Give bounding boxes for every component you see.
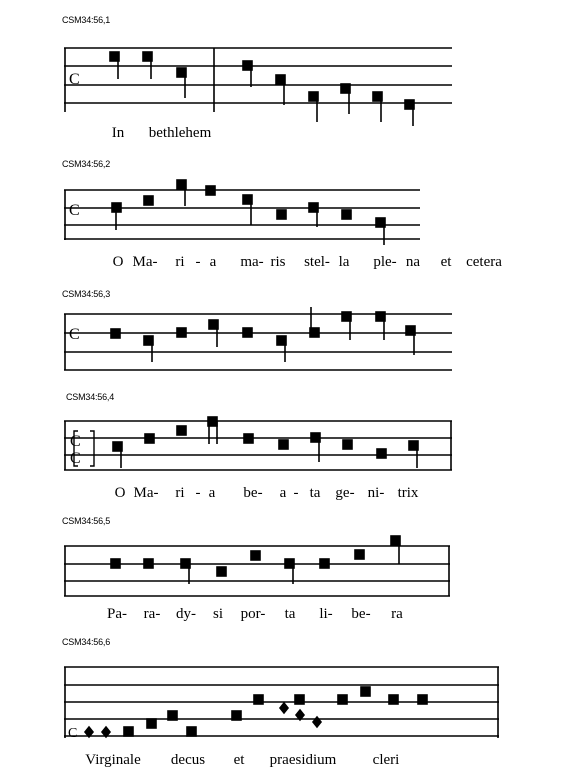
note <box>418 695 427 704</box>
note <box>232 711 241 720</box>
lyric-syllable: a <box>209 254 217 270</box>
note <box>168 711 177 720</box>
lyric-syllable: bethlehem <box>148 125 212 141</box>
lyric-syllable: Ma- <box>132 254 158 270</box>
lyric-syllable: - <box>195 254 201 270</box>
lyric-syllable: dy- <box>176 606 196 622</box>
lyric-syllable: stel- <box>304 254 330 270</box>
lyric-syllable: la <box>338 254 350 270</box>
lyric-syllable: a <box>279 485 287 501</box>
lyric-syllable: si <box>212 606 224 622</box>
note <box>361 687 370 696</box>
incipit-id: CSM34:56,2 <box>62 159 111 169</box>
lyric-syllable: trix <box>397 485 419 501</box>
lyric-syllable: por- <box>240 606 266 622</box>
lyric-syllable: - <box>293 485 299 501</box>
lyric-syllable: O <box>112 254 124 270</box>
lyric-syllable: ra <box>391 606 403 622</box>
lyric-syllable: ris <box>270 254 286 270</box>
note-diamond <box>280 703 288 713</box>
lyric-syllable: ge- <box>335 485 355 501</box>
lyric-syllable: ni- <box>367 485 385 501</box>
incipit-id: CSM34:56,4 <box>66 392 115 402</box>
note <box>338 695 347 704</box>
note <box>187 727 196 736</box>
note <box>124 727 133 736</box>
lyric-syllable: ri <box>175 254 185 270</box>
note <box>147 719 156 728</box>
incipit-id: CSM34:56,5 <box>62 516 111 526</box>
clef-c: C <box>68 726 78 741</box>
lyric-word: et <box>233 752 245 768</box>
clef-c: C <box>69 71 80 88</box>
lyric-syllable: Ma- <box>133 485 159 501</box>
clef-c: C <box>69 202 80 219</box>
incipit-id: CSM34:56,6 <box>62 637 111 647</box>
lyric-syllable: ta <box>309 485 321 501</box>
note <box>389 695 398 704</box>
note <box>295 695 304 704</box>
clef-c: C <box>69 326 80 343</box>
lyric-syllable: be- <box>243 485 263 501</box>
lyric-syllable: li- <box>319 606 333 622</box>
lyric-syllable: ple- <box>373 254 397 270</box>
lyric-syllable: cetera <box>466 254 502 270</box>
lyric-syllable: ta <box>284 606 296 622</box>
lyric-syllable: ra- <box>143 606 161 622</box>
lyric-syllable: na <box>405 254 421 270</box>
incipit-id: CSM34:56,1 <box>62 15 111 25</box>
lyric-syllable: et <box>440 254 452 270</box>
lyric-word: Virginale <box>85 752 141 768</box>
lyric-syllable: - <box>195 485 201 501</box>
note <box>254 695 263 704</box>
lyric-syllable: O <box>114 485 126 501</box>
clef-c: C <box>70 450 81 467</box>
lyric-syllable: be- <box>351 606 371 622</box>
incipit-id: CSM34:56,3 <box>62 289 111 299</box>
lyric-word: cleri <box>372 752 400 768</box>
lyric-syllable: a <box>208 485 216 501</box>
lyric-word: decus <box>170 752 206 768</box>
lyric-syllable: Pa- <box>107 606 127 622</box>
lyric-syllable: ma- <box>240 254 264 270</box>
lyric-syllable: In <box>111 125 125 141</box>
lyric-word: praesidium <box>269 752 337 768</box>
clef-c: C <box>70 433 81 450</box>
lyric-syllable: ri <box>175 485 185 501</box>
